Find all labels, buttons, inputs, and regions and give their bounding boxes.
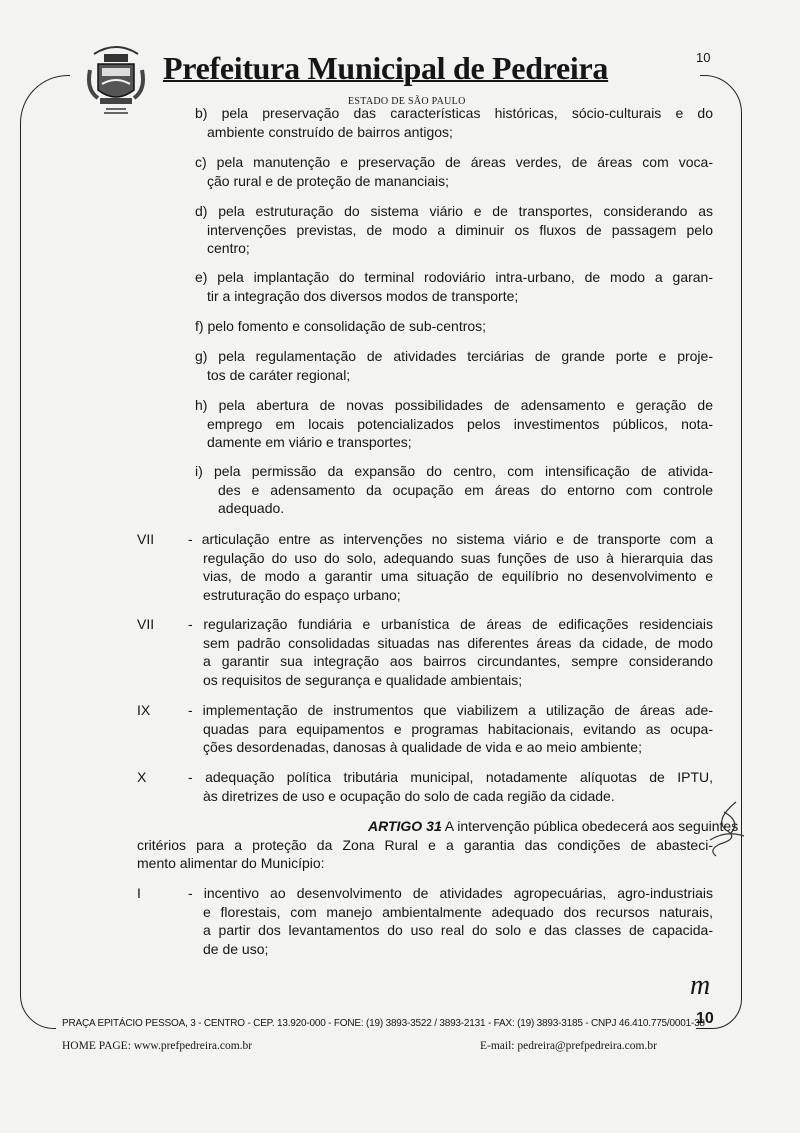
item-numeral: I — [137, 885, 141, 901]
paragraph-line: centro; — [207, 240, 250, 256]
paragraph-line: ambiente construído de bairros antigos; — [207, 123, 453, 140]
paragraph-line: - implementação de instrumentos que viabilizem a utilização de áreas ade- — [188, 702, 713, 718]
paragraph-line: c) pela manutenção e preservação de áreas verdes, de áreas com voca- — [195, 154, 713, 170]
paragraph-line: às diretrizes de uso e ocupação do solo de cada região da cidade. — [203, 787, 615, 804]
paragraph-line: vias, de modo a garantir uma situação de equilíbrio no desenvolvimento e — [203, 568, 713, 584]
paragraph-line: - adequação política tributária municipal, notadamente alíquotas de IPTU, — [188, 769, 713, 785]
paragraph-line: - incentivo ao desenvolvimento de atividades agropecuárias, agro-industriais — [188, 885, 713, 901]
paragraph-line: b) pela preservação das características históricas, sócio-culturais e do — [195, 105, 713, 121]
paragraph-line: sem padrão consolidadas situadas nas diferentes áreas da cidade, de modo — [203, 634, 713, 651]
page-title: Prefeitura Municipal de Pedreira — [163, 50, 609, 86]
coat-of-arms-logo — [86, 40, 146, 118]
paragraph-line: regulação do uso do solo, adequando suas funções de uso à hierarquia das — [203, 549, 713, 566]
paragraph-line: e florestais, com manejo ambientalmente adequado dos recursos naturais, — [203, 903, 713, 920]
paragraph-line: des e adensamento da ocupação em áreas do entorno com controle — [218, 481, 713, 498]
paragraph-line: d) pela estruturação do sistema viário e de transportes, considerando as — [195, 203, 713, 219]
item-numeral: VII — [137, 531, 155, 547]
item-numeral: X — [137, 769, 147, 785]
paragraph-line: tir a integração dos diversos modos de transporte; — [207, 287, 519, 304]
paragraph-line: a garantir sua integração aos bairros circundantes, sempre considerando — [203, 653, 713, 669]
paragraph-line: g) pela regulamentação de atividades terciárias de grande porte e proje- — [195, 348, 713, 364]
state-subtitle: ESTADO DE SÃO PAULO — [348, 96, 466, 107]
paragraph-line: - regularização fundiária e urbanística de áreas de edificações residenciais — [188, 616, 713, 632]
paragraph-line: adequado. — [218, 500, 285, 516]
paragraph-line: e) pela implantação do terminal rodoviário intra-urbano, de modo a garan- — [195, 269, 713, 285]
article-heading: ARTIGO 31 — [368, 818, 442, 834]
paragraph-line: damente em viário e transportes; — [207, 434, 412, 450]
paragraph-line: os requisitos de segurança e qualidade ambientais; — [203, 671, 523, 688]
paragraph-line: de de uso; — [203, 940, 269, 957]
paragraph-line: - articulação entre as intervenções no sistema viário e de transporte com a — [188, 531, 713, 547]
signature — [706, 800, 746, 860]
paragraph-line: h) pela abertura de novas possibilidades de adensamento e geração de — [195, 397, 713, 413]
paragraph-line: mento alimentar do Município: — [137, 855, 325, 871]
footer-homepage: HOME PAGE: www.prefpedreira.com.br — [62, 1040, 253, 1052]
item-numeral: VII — [137, 616, 155, 632]
footer-email: E-mail: pedreira@prefpedreira.com.br — [480, 1040, 657, 1052]
paragraph-line: emprego em locais potencializados pelos investimentos públicos, nota- — [207, 415, 713, 432]
paragraph-line: quadas para equipamentos e programas habitacionais, evitando as ocupa- — [203, 720, 713, 737]
item-numeral: IX — [137, 702, 151, 718]
footer-address: PRAÇA EPITÁCIO PESSOA, 3 - CENTRO - CEP. 13.920-000 - FONE: (19) 3893-3522 / 3893-2131 - FAX: (19) 3893-3185 - CNPJ 46.410.775/0001-38 — [62, 1018, 705, 1029]
paragraph-line: f) pelo fomento e consolidação de sub-centros; — [195, 318, 487, 334]
paragraph-line: ções desordenadas, danosas à qualidade de vida e ao meio ambiente; — [203, 739, 642, 755]
paragraph-line: a partir dos levantamentos do uso real do solo e das classes de capacida- — [203, 922, 713, 938]
handwritten-initials: m — [690, 970, 711, 1001]
paragraph-line: ção rural e de proteção de mananciais; — [207, 172, 450, 189]
paragraph-line: intervenções previstas, de modo a diminuir os fluxos de passagem pelo — [207, 221, 713, 238]
paragraph-line: critérios para a proteção da Zona Rural e a garantia das condições de abasteci- — [137, 836, 713, 853]
paragraph-line: - A intervenção pública obedecerá aos seguintes — [437, 818, 739, 834]
paragraph-line: tos de caráter regional; — [207, 366, 351, 383]
page-number: 10 — [696, 50, 711, 65]
paragraph-line: i) pela permissão da expansão do centro, com intensificação de ativida- — [195, 463, 713, 479]
paragraph-line: estruturação do espaço urbano; — [203, 586, 401, 603]
footer-page-number: 10 — [696, 1010, 714, 1027]
